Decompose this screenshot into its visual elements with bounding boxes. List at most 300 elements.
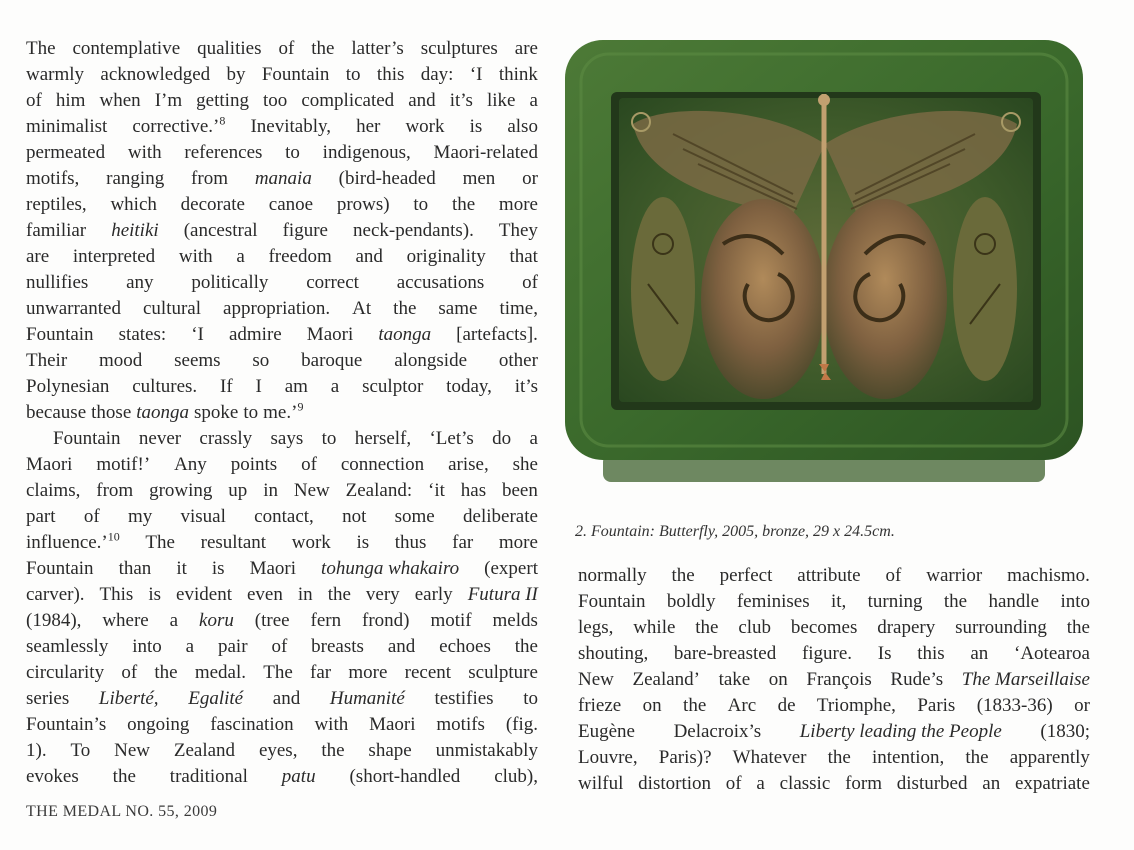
word: while bbox=[633, 617, 676, 638]
text-line bbox=[26, 140, 538, 166]
word: Paris)? bbox=[658, 747, 712, 768]
word: time, bbox=[499, 298, 538, 319]
word: a bbox=[330, 376, 340, 397]
text-line bbox=[578, 667, 1090, 693]
word: so bbox=[252, 350, 270, 371]
word: I’m bbox=[154, 90, 183, 111]
right-text-column bbox=[578, 563, 1090, 797]
word: (1830; bbox=[1040, 721, 1090, 742]
word: part bbox=[26, 506, 56, 527]
word: permeated bbox=[26, 142, 106, 163]
word: some bbox=[394, 506, 435, 527]
word: Their bbox=[26, 350, 68, 371]
word: are bbox=[26, 246, 50, 267]
text-line bbox=[26, 478, 538, 504]
word: is bbox=[356, 532, 370, 553]
word: I bbox=[255, 376, 262, 397]
word: Louvre, bbox=[578, 747, 638, 768]
word: tohunga whakairo bbox=[321, 558, 460, 579]
word: sculpture bbox=[468, 662, 538, 683]
word: politically bbox=[191, 272, 269, 293]
word: thus bbox=[394, 532, 427, 553]
word: never bbox=[138, 428, 182, 449]
text-line bbox=[578, 589, 1090, 615]
word: (short-handled bbox=[349, 766, 461, 787]
text-line bbox=[26, 660, 538, 686]
word: qualities bbox=[197, 38, 262, 59]
word: that bbox=[509, 246, 538, 267]
word: familiar bbox=[26, 220, 87, 241]
word: far bbox=[452, 532, 474, 553]
word: men bbox=[462, 168, 496, 189]
word: from bbox=[96, 480, 134, 501]
text-line bbox=[26, 712, 538, 738]
word: Fountain bbox=[26, 558, 94, 579]
text-line bbox=[26, 608, 538, 634]
word: the bbox=[321, 740, 345, 761]
word: legs, bbox=[578, 617, 614, 638]
word: or bbox=[522, 168, 538, 189]
word: the bbox=[154, 662, 178, 683]
text-line bbox=[578, 771, 1090, 797]
word: of bbox=[271, 636, 288, 657]
word: Paris bbox=[917, 695, 956, 716]
word: same bbox=[438, 298, 478, 319]
word: intention, bbox=[871, 747, 945, 768]
word: Triomphe, bbox=[816, 695, 896, 716]
word: with bbox=[314, 714, 349, 735]
word: turning bbox=[867, 591, 923, 612]
text-line bbox=[578, 719, 1090, 745]
word: warmly bbox=[26, 64, 85, 85]
word: says bbox=[270, 428, 304, 449]
word: machismo. bbox=[1007, 565, 1090, 586]
word: taonga bbox=[378, 324, 432, 345]
word: a bbox=[169, 610, 179, 631]
word: in bbox=[297, 584, 313, 605]
word: unmistakably bbox=[435, 740, 538, 761]
word: ‘Aotearoa bbox=[1014, 643, 1090, 664]
word: Egalité bbox=[188, 688, 244, 709]
word: more bbox=[348, 662, 388, 683]
word: Any bbox=[174, 454, 207, 475]
word: ‘Let’s bbox=[429, 428, 474, 449]
word: Zealand: bbox=[345, 480, 413, 501]
word: heitiki bbox=[111, 220, 159, 241]
word: If bbox=[220, 376, 233, 397]
word: deliberate bbox=[463, 506, 538, 527]
word: or bbox=[1074, 695, 1090, 716]
footnote-marker: 8 bbox=[219, 113, 226, 128]
word: influence.’$^{10}$ bbox=[26, 529, 120, 553]
word: This bbox=[99, 584, 134, 605]
word: (1984), bbox=[26, 610, 82, 631]
word: contact, bbox=[254, 506, 314, 527]
word: echoes bbox=[439, 636, 491, 657]
word: admire bbox=[228, 324, 282, 345]
word: up bbox=[228, 480, 248, 501]
word: indigenous, bbox=[322, 142, 411, 163]
word: she bbox=[512, 454, 538, 475]
word: reptiles, bbox=[26, 194, 87, 215]
word: evident bbox=[176, 584, 232, 605]
word: a bbox=[529, 428, 538, 449]
word: Arc bbox=[727, 695, 757, 716]
word: take bbox=[718, 669, 751, 690]
word: growing bbox=[149, 480, 213, 501]
word: the bbox=[1066, 617, 1090, 638]
word: with bbox=[127, 142, 162, 163]
word: [artefacts]. bbox=[456, 324, 538, 345]
text-line bbox=[26, 270, 538, 296]
text-line bbox=[578, 693, 1090, 719]
footnote-marker: 9 bbox=[297, 399, 304, 414]
word: Fountain’s bbox=[26, 714, 107, 735]
word: carver). bbox=[26, 584, 85, 605]
word: it, bbox=[830, 591, 847, 612]
text-line bbox=[578, 563, 1090, 589]
text-line bbox=[26, 36, 538, 62]
word: on bbox=[768, 669, 788, 690]
word: the bbox=[327, 584, 351, 605]
word: because bbox=[26, 402, 87, 423]
word: into bbox=[1060, 591, 1090, 612]
word: ‘I bbox=[191, 324, 204, 345]
word: The bbox=[26, 38, 56, 59]
word: complicated bbox=[301, 90, 395, 111]
text-line bbox=[26, 244, 538, 270]
word: surrounding bbox=[955, 617, 1047, 638]
text-line bbox=[26, 452, 538, 478]
text-line bbox=[26, 426, 538, 452]
word: canoe bbox=[268, 194, 314, 215]
word: (ancestral bbox=[183, 220, 258, 241]
word: The Marseillaise bbox=[961, 669, 1090, 690]
word: work bbox=[405, 116, 445, 137]
word: Liberté, bbox=[98, 688, 159, 709]
word: perfect bbox=[719, 565, 773, 586]
word: eyes, bbox=[258, 740, 298, 761]
word: me.’$^9$ bbox=[263, 399, 304, 423]
word: accusations bbox=[396, 272, 485, 293]
word: the bbox=[514, 636, 538, 657]
word: Maori bbox=[26, 454, 73, 475]
word: points bbox=[230, 454, 278, 475]
word: Futura II bbox=[467, 584, 538, 605]
word: motif bbox=[430, 610, 472, 631]
word: feminises bbox=[736, 591, 810, 612]
word: is bbox=[148, 584, 162, 605]
word: when bbox=[99, 90, 141, 111]
word: it bbox=[176, 558, 187, 579]
word: to bbox=[243, 402, 259, 423]
word: handle bbox=[988, 591, 1040, 612]
word: recent bbox=[404, 662, 452, 683]
word: frond) bbox=[362, 610, 410, 631]
word: and bbox=[355, 246, 383, 267]
word: wilful bbox=[578, 773, 624, 794]
word: traditional bbox=[169, 766, 248, 787]
word: Fountain bbox=[26, 324, 94, 345]
word: correct bbox=[306, 272, 359, 293]
word: am bbox=[284, 376, 308, 397]
word: fern bbox=[310, 610, 342, 631]
word: neck-pendants). bbox=[353, 220, 474, 241]
word: boldly bbox=[666, 591, 716, 612]
word: of bbox=[26, 90, 42, 111]
word: resultant bbox=[200, 532, 267, 553]
word: by bbox=[226, 64, 246, 85]
text-line bbox=[26, 556, 538, 582]
word: crassly bbox=[199, 428, 253, 449]
word: visual bbox=[180, 506, 226, 527]
word: it’s bbox=[449, 90, 473, 111]
word: Polynesian bbox=[26, 376, 110, 397]
word: work bbox=[291, 532, 331, 553]
word: a bbox=[529, 90, 538, 111]
word: corrective.’$^8$ bbox=[132, 113, 226, 137]
word: testifies bbox=[434, 688, 494, 709]
text-line bbox=[26, 114, 538, 140]
butterfly-sculpture-image bbox=[563, 34, 1085, 486]
word: and bbox=[387, 636, 416, 657]
word: an bbox=[970, 643, 989, 664]
word: drapery bbox=[877, 617, 936, 638]
word: to bbox=[285, 142, 300, 163]
word: too bbox=[263, 90, 288, 111]
word: more bbox=[498, 532, 538, 553]
word: cultural bbox=[142, 298, 202, 319]
word: Liberty leading the People bbox=[799, 721, 1002, 742]
word: states: bbox=[118, 324, 167, 345]
word: Maori-related bbox=[433, 142, 538, 163]
word: than bbox=[118, 558, 152, 579]
word: the bbox=[965, 747, 989, 768]
word: Fountain bbox=[578, 591, 646, 612]
word: seems bbox=[174, 350, 221, 371]
word: figure. bbox=[801, 643, 853, 664]
word: a bbox=[185, 636, 195, 657]
text-line bbox=[26, 582, 538, 608]
word: melds bbox=[492, 610, 538, 631]
word: minimalist bbox=[26, 116, 108, 137]
word: Rude’s bbox=[890, 669, 944, 690]
word: becomes bbox=[790, 617, 858, 638]
word: any bbox=[126, 272, 154, 293]
word: her bbox=[356, 116, 381, 137]
word: the bbox=[393, 298, 417, 319]
word: The bbox=[145, 532, 175, 553]
word: New bbox=[578, 669, 614, 690]
word: Fountain bbox=[261, 64, 330, 85]
word: expatriate bbox=[1015, 773, 1090, 794]
word: The bbox=[263, 662, 293, 683]
word: a bbox=[756, 773, 765, 794]
word: breasts bbox=[311, 636, 364, 657]
word: latter’s bbox=[351, 38, 404, 59]
word: They bbox=[498, 220, 538, 241]
word: has bbox=[460, 480, 487, 501]
word: which bbox=[110, 194, 157, 215]
word: manaia bbox=[254, 168, 312, 189]
word: the bbox=[311, 38, 335, 59]
word: ‘it bbox=[428, 480, 445, 501]
word: the bbox=[112, 766, 136, 787]
text-line bbox=[26, 400, 538, 426]
word: and bbox=[272, 688, 301, 709]
word: on bbox=[642, 695, 662, 716]
word: other bbox=[498, 350, 538, 371]
word: him bbox=[55, 90, 86, 111]
word: also bbox=[507, 116, 538, 137]
word: originality bbox=[406, 246, 486, 267]
word: club), bbox=[494, 766, 538, 787]
word: Fountain bbox=[53, 428, 121, 449]
word: unwarranted bbox=[26, 298, 121, 319]
word: warrior bbox=[926, 565, 983, 586]
word: connection bbox=[340, 454, 425, 475]
word: is bbox=[211, 558, 225, 579]
text-line bbox=[26, 88, 538, 114]
text-line bbox=[26, 738, 538, 764]
word: the bbox=[671, 565, 695, 586]
text-line bbox=[26, 374, 538, 400]
text-line bbox=[26, 348, 538, 374]
word: New bbox=[114, 740, 150, 761]
text-line bbox=[26, 686, 538, 712]
word: prows) bbox=[336, 194, 390, 215]
word: from bbox=[191, 168, 228, 189]
word: a bbox=[236, 246, 245, 267]
word: the bbox=[827, 747, 851, 768]
word: arise, bbox=[448, 454, 489, 475]
word: Zealand’ bbox=[632, 669, 700, 690]
word: (tree bbox=[254, 610, 290, 631]
word: disturbed bbox=[896, 773, 968, 794]
word: claims, bbox=[26, 480, 81, 501]
footnote-marker: 10 bbox=[107, 529, 120, 544]
word: references bbox=[184, 142, 263, 163]
word: the bbox=[683, 695, 707, 716]
word: into bbox=[132, 636, 162, 657]
word: (expert bbox=[484, 558, 538, 579]
text-line bbox=[26, 192, 538, 218]
word: Humanité bbox=[329, 688, 405, 709]
word: baroque bbox=[301, 350, 363, 371]
word: nullifies bbox=[26, 272, 89, 293]
word: where bbox=[102, 610, 149, 631]
text-line bbox=[578, 745, 1090, 771]
word: Inevitably, bbox=[250, 116, 332, 137]
word: of bbox=[885, 565, 902, 586]
journal-footer: THE MEDAL NO. 55, 2009 bbox=[26, 803, 218, 820]
text-line bbox=[26, 530, 538, 556]
text-line bbox=[26, 296, 538, 322]
word: with bbox=[178, 246, 213, 267]
text-line bbox=[26, 504, 538, 530]
word: circularity bbox=[26, 662, 105, 683]
word: Maori bbox=[306, 324, 354, 345]
word: an bbox=[982, 773, 1001, 794]
word: to bbox=[523, 688, 538, 709]
word: not bbox=[342, 506, 367, 527]
word: apparently bbox=[1009, 747, 1090, 768]
text-line bbox=[26, 322, 538, 348]
word: medal. bbox=[194, 662, 247, 683]
word: cultures. bbox=[132, 376, 198, 397]
word: form bbox=[845, 773, 882, 794]
word: far bbox=[310, 662, 332, 683]
word: Zealand bbox=[173, 740, 236, 761]
word: mood bbox=[99, 350, 143, 371]
word: the bbox=[943, 591, 968, 612]
word: are bbox=[514, 38, 538, 59]
word: Eugène bbox=[578, 721, 635, 742]
word: classic bbox=[779, 773, 831, 794]
word: spoke bbox=[194, 402, 239, 423]
word: series bbox=[26, 688, 70, 709]
word: bare-breasted bbox=[673, 643, 777, 664]
word: New bbox=[293, 480, 330, 501]
word: day: bbox=[420, 64, 454, 85]
word: normally bbox=[578, 565, 647, 586]
word: Maori bbox=[249, 558, 297, 579]
text-line bbox=[26, 62, 538, 88]
word: been bbox=[502, 480, 538, 501]
word: those bbox=[91, 402, 132, 423]
word: distortion bbox=[638, 773, 712, 794]
word: today, bbox=[446, 376, 492, 397]
word: (1833-36) bbox=[976, 695, 1053, 716]
word: taonga bbox=[136, 402, 190, 423]
word: this bbox=[376, 64, 405, 85]
left-text-column bbox=[26, 36, 538, 790]
word: of bbox=[301, 454, 317, 475]
word: freedom bbox=[268, 246, 332, 267]
word: think bbox=[498, 64, 538, 85]
text-line bbox=[26, 764, 538, 790]
word: getting bbox=[196, 90, 249, 111]
word: pair bbox=[218, 636, 248, 657]
word: attribute bbox=[797, 565, 861, 586]
word: (fig. bbox=[505, 714, 538, 735]
word: of bbox=[278, 38, 295, 59]
word: contemplative bbox=[72, 38, 181, 59]
word: is bbox=[469, 116, 483, 137]
word: motifs, bbox=[26, 168, 80, 189]
word: club bbox=[738, 617, 772, 638]
text-line bbox=[578, 641, 1090, 667]
word: my bbox=[127, 506, 153, 527]
word: appropriation. bbox=[223, 298, 331, 319]
word: herself, bbox=[354, 428, 412, 449]
word: it’s bbox=[514, 376, 538, 397]
word: in bbox=[263, 480, 278, 501]
word: like bbox=[487, 90, 516, 111]
word: shouting, bbox=[578, 643, 649, 664]
word: the bbox=[451, 194, 476, 215]
word: motifs bbox=[436, 714, 485, 735]
word: the bbox=[695, 617, 719, 638]
word: ranging bbox=[106, 168, 165, 189]
word: To bbox=[70, 740, 91, 761]
word: of bbox=[121, 662, 138, 683]
word: fascination bbox=[210, 714, 294, 735]
word: evokes bbox=[26, 766, 79, 787]
word: sculptor bbox=[362, 376, 424, 397]
word: Is bbox=[877, 643, 892, 664]
word: figure bbox=[282, 220, 328, 241]
